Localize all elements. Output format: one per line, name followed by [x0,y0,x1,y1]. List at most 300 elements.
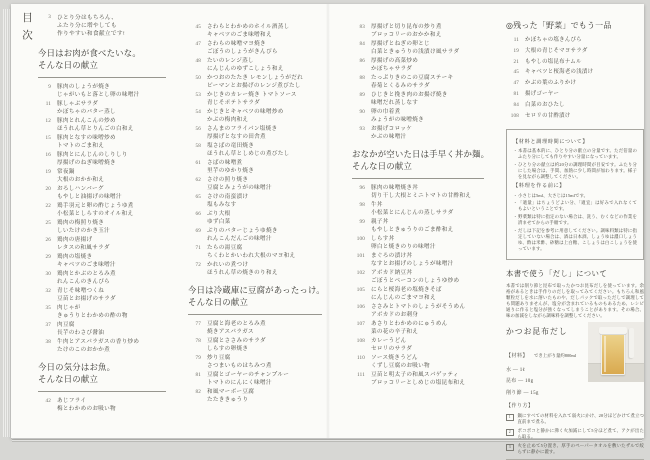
notes-bullet-text: 野菜類は特に指定のない場合は、洗う、むくなどの作業を済ませてからの手順です。 [518,214,637,226]
toc-entry-page: 69 [195,228,201,234]
toc-entry-page: 111 [357,372,365,379]
toc-entry-page: 77 [195,321,201,328]
toc-section-line: そんな日の献立 [38,375,99,385]
toc-entry-main: アボカド納豆丼 [371,270,413,277]
extras-item-page: 81 [513,90,519,97]
extras-item-page: 108 [510,112,519,119]
ingredients-list [506,368,584,397]
toc-entry-text [371,24,484,40]
notes-bullet-text: ひとり分の献立は約20分の調理時間が目安です。ふたり分にした場合は、手間、加熱に少し時間が加わります。様子を見ながら調整してください。 [518,162,637,180]
toc-entry-page: 82 [195,389,201,396]
ingredient-row: 削り節 — 15g [506,390,539,396]
toc-entry-text [371,126,484,142]
toc-entry-main: しらす丼 [371,236,395,243]
toc-entry-text [57,398,166,414]
toc-entry [38,237,166,253]
toc-entry-page: 50 [195,75,201,81]
recipe-step [506,428,644,440]
extras-item-title: かぼちゃの塩きんぴら [525,37,582,43]
toc-entry-side: 厚揚げとなすの田舎煮 [207,133,266,140]
extras-list [506,37,644,120]
toc-entry-side: かぼちゃサラダ [371,65,413,72]
toc-entry-side: ブロッコリーとしめじの塩昆布和え [371,380,466,387]
step-number: 1 [506,414,514,422]
toc-entry-main: 厚揚げの高菜炒め [371,58,419,64]
toc-entry-text [371,41,484,57]
toc-entry-text [207,245,322,261]
toc-entry-text [371,185,484,201]
toc-entry [352,355,484,371]
toc-entry-side: れんこんだんごの味噌汁 [207,235,272,242]
recipe-step [506,413,644,425]
toc-book-spread [11,4,644,455]
toc-entry-page: 98 [359,202,365,209]
toc-entry [188,109,322,125]
toc-intro-page: 3 [48,14,51,20]
toc-entry-main: ささみとトマトのしょうがそうめん [371,304,466,311]
toc-entry-side: 塩もみなす [207,201,237,208]
toc-entry-side: 豆腐とみょうがの味噌汁 [207,184,272,191]
toc-entry [38,169,166,185]
toc-entry-page: 101 [356,253,365,260]
toc-entry-text [371,202,484,218]
extras-item-title: 白菜のおひたし [525,101,565,108]
toc-entry [352,185,484,201]
toc-entry-main: さけの照り焼き [207,177,249,183]
toc-entry-text [207,143,322,159]
toc-entry-page: 65 [195,194,201,200]
toc-entry [188,92,322,108]
toc-entry-side: じゃがいもと落とし卵の味噌汁 [57,91,140,98]
toc-entry-text [207,194,322,210]
toc-entry [352,24,484,40]
toc-entry [188,389,322,405]
toc-entry [38,220,166,236]
toc-entry [188,41,322,57]
toc-entry-page: 79 [195,355,201,362]
toc-entry-text [57,169,166,185]
toc-entry [188,143,322,159]
toc-entry-page: 53 [195,92,201,98]
toc-entry-side: アボカドのお刺身 [371,312,419,319]
extras-item-title: もやしの塩昆布ナムル [525,58,582,65]
notes-bullet-text: 本書は基本的に、ひとり分の献立の分量です。ただ倍量のふたり分にしても作りやすい分量になっています。 [518,148,637,160]
toc-intro-text [57,14,166,39]
notes-bullet [513,200,637,212]
toc-entry-page: 20 [45,186,51,193]
toc-entry [352,321,484,337]
toc-entry [38,101,166,117]
toc-entry-text [207,126,322,142]
toc-entry-page: 110 [356,355,365,362]
toc-entry-main: 豚しゃぶサラダ [57,101,99,108]
toc-entry-text [207,75,322,91]
extras-item-title: 大根の青じそマヨサラダ [525,47,588,54]
toc-entry-page: 102 [356,270,365,277]
toc-entry-text [207,262,322,278]
toc-entry-side: かぶの梅肉和え [207,116,249,123]
pitcher [601,327,625,375]
toc-entry-text [371,338,484,354]
toc-entry-main: たっぷりきのこの豆腐ステーキ [371,75,454,81]
toc-entry-side: ブロッコリーのおかか和え [371,31,442,38]
toc-entry [352,219,484,235]
toc-entry-side: 里芋のゆかり焼き [207,167,255,174]
toc-entry-main: にらと桜海老の塩焼きそば [371,287,442,294]
toc-entry-main: おろしハンバーグ [57,186,104,193]
toc-entry-page: 84 [359,41,365,47]
toc-entry-page: 29 [45,254,51,261]
glass-highlight [604,336,606,372]
toc-entry [38,186,166,202]
toc-entry [38,339,166,355]
toc-entry-main: 豚肉とにんじんのしりしり [57,152,128,159]
notes-bullet [513,214,637,226]
toc-entry [352,75,484,91]
notes-section-title: 【料理を作る前に】 [513,183,566,190]
toc-column-2 [188,24,325,406]
toc-entry-main: 肉豆腐 [57,322,75,329]
toc-entry-text [57,84,166,100]
pitcher-lid [599,327,627,334]
toc-entry-text [207,321,322,337]
toc-entry-page: 37 [45,322,51,329]
notes-bullet [513,228,637,252]
bullet-marker: ・ [513,148,518,154]
dashi-about-title: 本書で使う「だし」について [506,268,608,278]
toc-section-line: 今日の気分はお魚。 [38,362,116,372]
toc-entry-main: ぶり大根 [207,211,231,217]
toc-entry-main: さわらの味噌マヨ焼き [207,41,266,47]
bullet-marker: ・ [513,192,518,198]
toc-entry [188,24,322,40]
toc-entry-side: 小松菜としらすのオイル和え [57,210,134,217]
toc-entry-side: たけのこのおかか煮 [57,346,111,353]
toc-entry-main: 鶏手羽元と卵の酢じょうゆ煮 [57,203,134,210]
toc-entry-page: 19 [45,169,51,176]
toc-entry-side: にんじんのごまマヨ和え [371,295,436,302]
toc-entry-side: ちくわとかいわれ大根のマヨ和え [207,252,296,259]
toc-entry-text [371,92,484,108]
toc-entry-side: 大根のおかか和え [57,176,105,183]
toc-entry-page: 42 [45,398,51,405]
extras-section-title: ◎残った「野菜」でもう一品 [506,21,612,30]
notes-section-title: 【材料と調理時間について】 [513,138,589,145]
extras-item [506,69,644,76]
toc-section-line: おなかが空いた日は手早く丼か麺。 [352,149,490,159]
toc-entry-main: あじフライ [57,398,87,405]
toc-entry-side: 梅とわかめのお吸い物 [57,406,116,413]
toc-entry-page: 62 [195,177,201,183]
toc-entry-side: ゆず白菜 [207,218,231,225]
toc-entry-page: 105 [356,287,365,294]
pitcher-body [601,333,625,375]
toc-entry-text [207,92,322,108]
toc-entry-text [57,135,166,151]
toc-entry-side: しらすの卵焼き [207,346,249,353]
toc-section-line: 今日は冷蔵庫に豆腐があったっけ。 [188,285,325,295]
toc-entry [352,338,484,354]
toc-column-1 [38,14,166,415]
toc-entry-main: お揚げコロッケ [371,126,413,132]
toc-entry-side: しいたけのかき玉汁 [57,227,111,234]
toc-entry-page: 35 [45,305,51,312]
bullet-marker: ・ [513,162,518,168]
toc-entry [352,109,484,125]
extras-item [506,80,644,87]
toc-entry-main: 豚肉とれんこんの炒め [57,118,116,125]
toc-entry-text [371,109,484,125]
toc-entry-main: さけの南蛮漬け [207,194,249,200]
toc-entry-side: にんじんのゆずこしょう和え [207,65,284,72]
materials-row [506,344,584,362]
toc-entry [188,228,322,244]
toc-entry-side: 小松菜とにんじんの蒸しサラダ [371,210,454,217]
toc-entry-text [57,152,166,168]
toc-entry-text [207,338,322,354]
toc-entry-main: 厚揚げとねぎの卵とじ [371,41,430,47]
toc-entry-main: 豆腐とささみのサラダ [207,338,266,345]
toc-section-line: そんな日の献立 [188,298,249,308]
extras-item [506,102,644,109]
notes-bullet [513,148,637,160]
toc-entry-text [371,75,484,91]
toc-entry [352,253,484,269]
toc-entry-main: 常夜鍋 [57,169,75,176]
extras-item [506,37,644,44]
toc-entry-side: 長芋のわさび醤油 [57,329,105,336]
notes-bullet [513,162,637,180]
toc-entry-page: 30 [45,271,51,278]
toc-entry [188,262,322,278]
toc-entry-text [207,109,322,125]
toc-entry-side: ピーマンとお揚げのレンジ煮びたし [207,82,301,89]
toc-entry-page: 96 [359,185,365,192]
toc-entry-main: かれいの煮つけ [207,262,249,268]
toc-entry-text [371,355,484,371]
toc-entry-main: 豚肉の味噌焼き丼 [371,185,419,192]
toc-entry-main: 肉じゃが [57,305,81,312]
toc-entry-page: 71 [195,245,201,251]
toc-entry-page: 45 [195,24,201,30]
toc-entry-page: 81 [195,372,201,379]
toc-entry [188,194,322,210]
toc-entry [188,321,322,337]
toc-intro-line: 作りやすい和食献立です! [57,31,126,38]
toc-entry-text [207,372,322,388]
toc-entry-main: 鶏肉の塩焼き [57,254,93,261]
toc-entry-page: 83 [359,24,365,30]
toc-entry-main: まぐろの漬け丼 [371,253,413,260]
extras-item-page: 84 [513,101,519,108]
toc-entry-page: 72 [195,262,201,268]
toc-entry [352,202,484,218]
materials-yield: でき上がり量約800ml [534,352,576,358]
toc-entry-side: 豆苗とお揚げのサラダ [57,295,116,302]
toc-entry-page: 47 [195,41,201,47]
toc-entry-page: 15 [45,135,51,142]
toc-entry-main: 炒り豆腐 [207,355,231,362]
toc-entry-main: かじきのカレー焼き トマトソース [207,92,297,98]
toc-entry-side: 切り干し大根とミニトマトの甘酢和え [371,193,472,200]
toc-column-3 [352,24,490,389]
toc-entry-page: 48 [195,58,201,64]
toc-entry [38,288,166,304]
toc-entry-text [207,228,322,244]
materials-label: 【材料】 [506,353,529,359]
toc-entry-side: さつまいものはちみつ煮 [207,363,272,370]
toc-entry-main: 厚揚げと切り昆布の炒り煮 [371,24,442,30]
toc-entry [352,236,484,252]
toc-entry-page: 12 [45,118,51,125]
toc-entry-side: かぶの味噌汁 [371,133,407,140]
toc-entry-page: 22 [45,203,51,210]
toc-entry-side: もやしと油揚げの味噌汁 [57,193,122,200]
step-number: 2 [506,429,514,437]
toc-entry-page: 56 [195,126,201,132]
toc-intro-line: ふたり分に増やしても [57,23,117,30]
page-spine [326,4,330,438]
toc-entry-page: 107 [356,321,365,328]
toc-entry-main: たらの湯豆腐 [207,245,243,251]
toc-entry-side: ごぼうのしょうがきんぴら [207,48,278,55]
extras-item-title: セロリの甘酢漬け [525,112,571,119]
toc-entry-text [371,321,484,337]
toc-entry-text [57,203,166,219]
toc-entry-side: れんこんのきんぴら [57,278,111,285]
extras-item-title: かぶの葉のふりかけ [525,80,577,87]
toc-entry-text [207,389,322,405]
toc-entry-text [57,322,166,338]
toc-section-title [38,48,166,78]
notes-box [506,129,644,260]
toc-entry [38,152,166,168]
toc-entry-text [207,41,322,57]
notes-bullet [513,193,637,199]
toc-entry [38,254,166,270]
toc-entry-text [207,355,322,371]
toc-entry-main: カレーうどん [371,338,407,345]
extras-item-page: 47 [513,80,519,87]
toc-entry-page: 61 [195,160,201,166]
extras-item-page: 11 [513,37,519,43]
toc-entry-page: 78 [195,338,201,345]
toc-entry-text [57,288,166,304]
right-info-column [506,20,644,460]
toc-entry-page: 26 [45,237,51,244]
extras-item-page: 21 [513,58,519,65]
ingredient-row: 水 — 1ℓ [506,367,526,373]
bullet-marker: ・ [513,200,518,206]
toc-entry-main: さばの味噌煮 [207,160,243,166]
toc-entry [188,338,322,354]
toc-entry-side: ほうれん草の焼きのり和え [207,269,278,276]
toc-entry-page: 38 [45,339,51,346]
dashi-recipe-text [506,326,584,397]
toc-entry [352,270,484,286]
toc-entry-page: 90 [359,109,365,115]
toc-entry-text [57,254,166,270]
toc-entry-main: さわらとわかめのホイル酒蒸し [207,24,290,30]
toc-entry-text [371,236,484,252]
recipe-step [506,443,644,455]
toc-entry-side: レタスの和風サラダ [57,244,110,251]
toc-entry-page: 9 [48,84,51,91]
toc-entry [188,372,322,388]
toc-entry-main: あさりとわかめのにゅうめん [371,321,448,328]
step-number: 3 [506,444,514,452]
toc-entry-main: 鶏肉の梅照り焼き [57,220,105,227]
toc-entry [352,92,484,108]
toc-entry [352,126,484,142]
toc-entry-main: ソース焼きうどん [371,355,418,362]
toc-entry-page: 99 [359,219,365,226]
toc-entry-side: キャベツのごま味噌和え [207,31,272,38]
page-title: 目次 [21,12,32,47]
toc-section-title [188,285,325,315]
toc-entry-side: くずし豆腐のお吸い物 [371,363,430,370]
dashi-about-section [506,268,644,319]
toc-entry-main: かじきとキャベツの味噌炒め [207,109,284,115]
extras-item [506,59,644,66]
notes-bullet-text: 「適量」はちょうどよい分、「適宜」は好みで入れなくてもよいということです。 [518,200,637,212]
toc-entry-side: 青じそポテトサラダ [207,99,260,106]
toc-entry-main: 和風マーボー豆腐 [207,389,255,396]
toc-entry-text [207,160,322,176]
toc-entry-text [371,219,484,235]
toc-entry-side: きゅうりとわかめの酢の物 [57,312,128,319]
dashi-about-body: 本書では削り節と昆布で取ったかつお昆布だしを使っています。余裕があるときは手作りのだしを取ってみてください。もちろん和風顆粒だしを水に溶いたものや、だしパックで取っただしで調理しても問題ありませんが、塩分が含まれているものもあるため、レシピ通りに作ると塩分が強くなってしまうことがあります。その場合、味の加減をしながら調味料を調整してください。 [506,282,644,318]
toc-entry-main: 親子丼 [371,219,389,226]
toc-entry-page: 66 [195,211,201,217]
toc-entry-page: 32 [45,288,51,295]
toc-entry-side: トマトのにんにく味噌汁 [207,380,272,387]
toc-entry-side: 白菜ときゅうりの浅漬け風サラダ [371,48,460,55]
extras-item [506,91,644,98]
toc-entry [352,41,484,57]
toc-entry [188,211,322,227]
toc-entry-side: ほうれん草としめじの煮びたし [207,150,290,157]
toc-entry [38,84,166,100]
toc-entry-text [371,287,484,303]
toc-entry-page: 89 [359,92,365,98]
bullet-marker: ・ [513,228,518,234]
toc-entry-side: なすとお揚げのしょうが味噌汁 [371,261,454,268]
toc-entry-side: ごぼうとベーコンのしょうゆ炒め [371,278,460,285]
toc-entry-main: 鶏肉とかぶのとろみ煮 [57,271,116,278]
notes-bullet-text: だしは下記を参考に用意してください。調味料類は特に指定していない場合は、酒は日本酒、しょうゆは濃口しょうゆ、酢は米酢、砂糖は上白糖、こしょうは白こしょうを使っています。 [518,228,637,251]
toc-entry-text [207,58,322,74]
toc-entry-main: ぶりのバターじょうゆ焼き [207,228,278,234]
bullet-marker: ・ [513,214,518,220]
toc-entry-page: 106 [356,304,365,311]
toc-entry-main: 卵の巾着煮 [371,109,401,115]
toc-entry-main: 豆腐とゴーヤーのチャンプルー [207,372,290,379]
step-text: 火を止めて5分置き、厚手のペーパータオルを敷いたザルで絞らずに静かに漉す。 [517,443,644,455]
toc-entry-page: 93 [359,126,365,132]
step-text: 鍋にすべての材料を入れて弱火にかけ、20分ほどかけて煮立つ直前まで煮る。 [517,413,644,425]
dashi-recipe-title: かつお昆布だし [506,326,568,336]
toc-section-title [352,149,490,179]
toc-entry-text [57,118,166,134]
toc-entry-page: 54 [195,109,201,115]
steps-label: 【作り方】 [506,404,534,410]
toc-entry [38,203,166,219]
toc-entry [352,304,484,320]
extras-item-page: 19 [513,47,519,54]
toc-entry-side: 味噌だれ蒸しなす [371,99,419,106]
toc-entry-main: たいのレンジ蒸し [207,58,254,64]
